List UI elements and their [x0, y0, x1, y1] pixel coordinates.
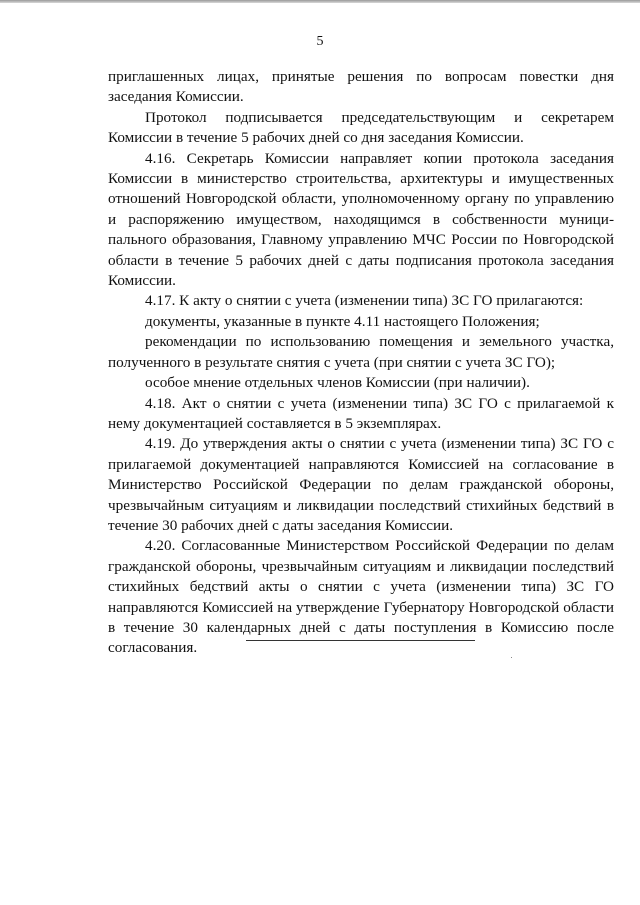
page-number: 5: [316, 34, 324, 49]
end-of-text-divider: [246, 640, 475, 641]
paragraph-4-16: 4.16. Секретарь Комиссии направляет копии протокола заседания Комиссии в министерство строительства, архитектуры и имущественных отношений Новгородской области, уполномоченному органу по управлению и распоряжению имуществом, находящимся в собственности муниципального образования, Главному управлению МЧС России по Новгородской области в течение 5 рабочих дней с даты подписания протокола заседания Комиссии.: [108, 149, 614, 290]
paragraph-continuation: приглашенных лицах, принятые решения по вопросам повестки дня заседания Комиссии.: [108, 68, 614, 106]
list-item-special-opinion: особое мнение отдельных членов Комиссии (при наличии).: [145, 374, 530, 392]
scan-top-edge: [0, 0, 640, 3]
list-item-recommendations: рекомендации по использованию помещения и земельного участка, полученного в результате снятия с учета (при снятии с учета ЗС ГО);: [108, 333, 614, 371]
paragraph-4-20: 4.20. Согласованные Министерством Российской Федерации по делам гражданской обороны, чрезвычайным ситуациям и ликвидации последствий стихийных бедствий акты о снятии с учета (изменении типа) ЗС ГО направляются Комиссией на утверждение Губернатору Новгородской области в течение 30 календарных дней с даты поступления в Комиссию после согласования.: [108, 537, 614, 657]
paragraph-4-18: 4.18. Акт о снятии с учета (изменении типа) ЗС ГО с прилагаемой к нему документацией составляется в 5 экземплярах.: [108, 394, 614, 432]
scan-speck: [511, 657, 512, 658]
paragraph-4-19: 4.19. До утверждения акты о снятии с учета (изменении типа) ЗС ГО с прилагаемой документацией направляются Комиссией на согласование в Министерство Российской Федерации по делам гражданской обороны, чрезвычайным ситуациям и ликвидации последствий стихийных бедствий в течение 30 рабочих дней с даты заседания Комиссии.: [108, 435, 614, 534]
paragraph-protocol-signing: Протокол подписывается председательствующим и секретарем Комиссии в течение 5 рабочих дней со дня заседания Комиссии.: [108, 108, 614, 147]
document-body: [108, 67, 614, 659]
list-item-documents: документы, указанные в пункте 4.11 настоящего Положения;: [145, 312, 540, 330]
paragraph-4-17: 4.17. К акту о снятии с учета (изменении типа) ЗС ГО прилагаются:: [145, 292, 584, 310]
